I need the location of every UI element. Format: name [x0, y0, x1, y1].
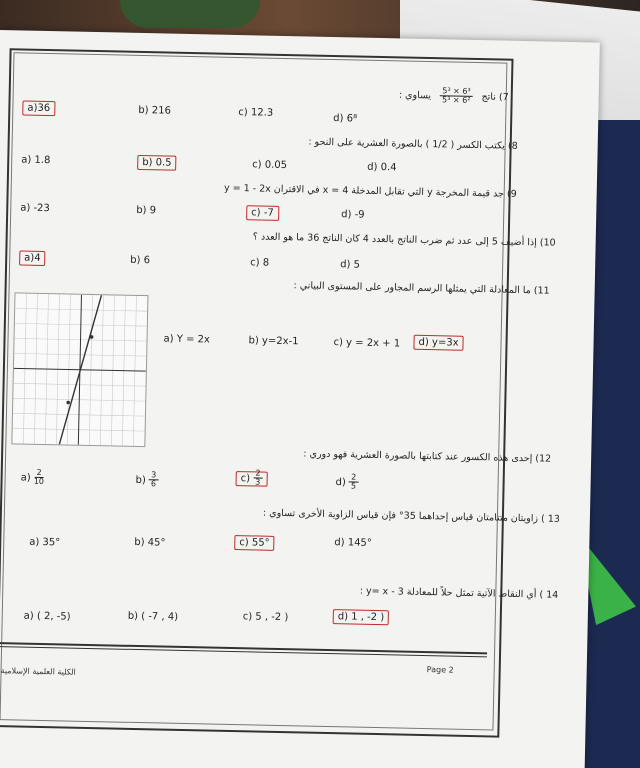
q10-option-d[interactable]: d) 5	[340, 259, 361, 271]
q8-option-c[interactable]: c) 0.05	[252, 159, 288, 172]
question-14: 14 ) أي النقاط الآتية تمثل حلاً للمعادلة y= x - 3 :	[359, 585, 559, 601]
q10-option-b[interactable]: b) 6	[130, 254, 151, 267]
q13-option-d[interactable]: d) 145°	[334, 537, 372, 549]
q12-option-d[interactable]: d) $\frac{2}{5}$	[335, 472, 357, 491]
q9-option-a[interactable]: a) -23	[20, 202, 50, 215]
q11-option-d[interactable]: d) y=3x	[413, 337, 463, 349]
question-10: 10) إذا أضيف 5 إلى عدد ثم ضرب الناتج بالعدد 4 كان الناتج 36 ما هو العدد ؟	[252, 231, 556, 249]
q7-option-a[interactable]: a)36	[22, 102, 55, 114]
q9-option-c[interactable]: c) -7	[246, 207, 279, 219]
q9-option-d[interactable]: d) -9	[341, 209, 365, 221]
q8-option-b[interactable]: b) 0.5	[137, 157, 177, 169]
q7-option-b[interactable]: b) 216	[138, 104, 171, 117]
q7-option-d[interactable]: d) 6⁸	[333, 112, 358, 125]
q8-option-d[interactable]: d) 0.4	[367, 161, 397, 174]
question-12: 12) إحدى هذه الكسور عند كتابتها بالصورة العشرية فهو دوري :	[303, 448, 552, 465]
exam-page	[0, 30, 600, 768]
background-cushion	[120, 0, 260, 28]
q11-option-c[interactable]: c) y = 2x + 1	[333, 337, 401, 350]
q11-line-graph	[11, 292, 148, 447]
question-9: 9) جد قيمة المخرجة y التي تقابل المدخلة x = 4 في الاقتران y = 1 - 2x	[223, 182, 517, 200]
page-number: Page 2	[426, 665, 454, 675]
q11-graph-svg	[12, 293, 147, 446]
q9-option-b[interactable]: b) 9	[136, 204, 157, 217]
school-name: الكلية العلمية الإسلامية	[0, 666, 76, 677]
q12-option-b[interactable]: b) $\frac{3}{6}$	[135, 470, 157, 489]
q13-option-b[interactable]: b) 45°	[134, 536, 166, 549]
question-13: 13 ) زاويتان متتامتان قياس إحداهما 35° فإن قياس الزاوية الأخرى تساوي :	[262, 507, 560, 525]
q7-option-c[interactable]: c) 12.3	[238, 107, 274, 119]
question-8: 8) يكتب الكسر ( 1/2 ) بالصورة العشرية على النحو :	[308, 136, 518, 152]
q14-option-d[interactable]: d) 1 , -2 )	[333, 611, 390, 623]
q14-option-a[interactable]: a) ( 2, -5)	[23, 610, 71, 623]
q13-option-a[interactable]: a) 35°	[29, 536, 61, 549]
q14-option-c[interactable]: c) 5 , -2 )	[242, 611, 289, 624]
q12-option-c[interactable]: c) $\frac{2}{3}$	[235, 469, 267, 487]
q8-option-a[interactable]: a) 1.8	[21, 154, 51, 167]
q11-option-a[interactable]: a) Y = 2x	[163, 333, 211, 346]
q10-option-a[interactable]: a)4	[19, 252, 46, 264]
question-7: 7) ناتج $\frac{\text{6³ × 5³}}{\text{6² × 5³}}$ يساوي :	[398, 86, 509, 106]
q13-option-c[interactable]: c) 55°	[234, 537, 275, 549]
q12-option-a[interactable]: a) $\frac{2}{10}$	[20, 467, 45, 487]
q14-option-b[interactable]: b) ( -7 , 4)	[127, 610, 179, 623]
q10-option-c[interactable]: c) 8	[250, 257, 270, 269]
q11-option-b[interactable]: b) y=2x-1	[248, 335, 299, 348]
question-11: 11) ما المعادلة التي يمثلها الرسم المجاور على المستوى البياني :	[293, 280, 550, 297]
